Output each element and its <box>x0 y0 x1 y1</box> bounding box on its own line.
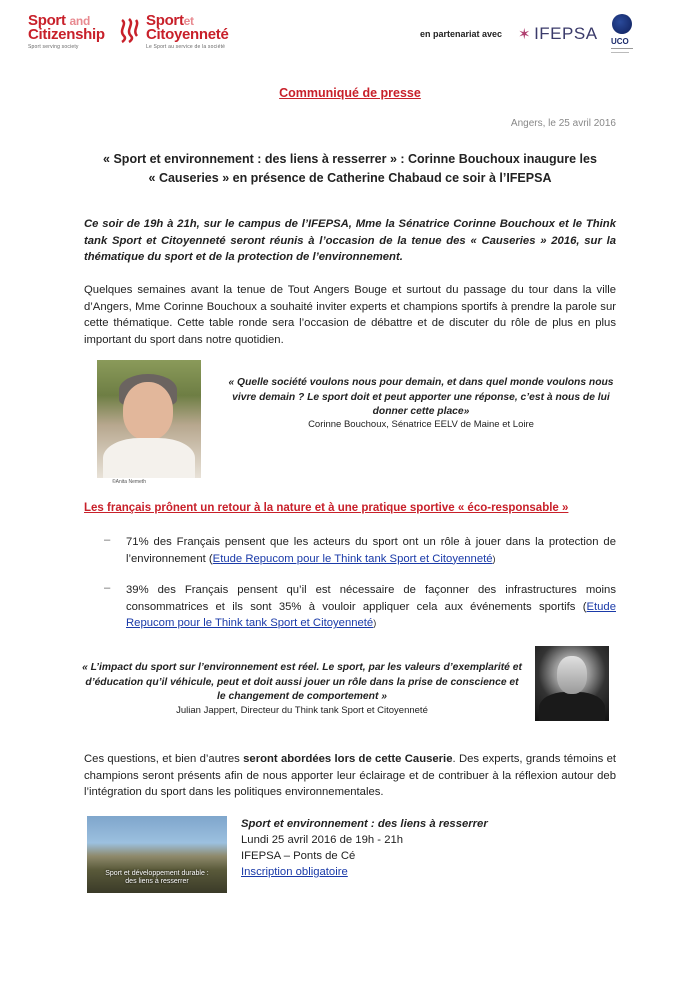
sport-and-citizenship-logo: Sport and Citizenship Sport serving society <box>28 12 105 50</box>
headline-line-2: « Causeries » en présence de Catherine Chabaud ce soir à l’IFEPSA <box>148 171 552 185</box>
event-title: Sport et environnement : des liens à resserrer <box>241 818 488 830</box>
corinne-bouchoux-photo <box>97 360 201 478</box>
headline-line-1: « Sport et environnement : des liens à resserrer » : Corinne Bouchoux inaugure les <box>103 152 597 166</box>
intro-paragraph: Ce soir de 19h à 21h, sur le campus de l’IFEPSA, Mme la Sénatrice Corinne Bouchoux et le Think tank Sport et Citoyenneté seront réunis à l’occasion de la tenue des « Causeries » 2016, sur la thématique du sport et de la protection de l’environnement. <box>84 218 616 263</box>
section-title: Les français prônent un retour à la nature et à une pratique sportive « éco-responsable » <box>84 502 569 514</box>
quote-jappert: « L’impact du sport sur l’environnement est réel. Le sport, par les valeurs d’exemplarité et d’éducation qu’il véhicule, peut et doit aussi jouer un rôle dans la prise de conscience et le changement de comportement » <box>82 662 522 702</box>
event-details <box>241 816 488 880</box>
photo-credit: ©Anita Nemeth <box>112 479 146 485</box>
document-title: Communiqué de presse <box>279 86 421 100</box>
quote-bouchoux-author: Corinne Bouchoux, Sénatrice EELV de Maine et Loire <box>308 419 534 430</box>
quote-jappert-author: Julian Jappert, Directeur du Think tank Sport et Citoyenneté <box>176 705 428 716</box>
partner-text: en partenariat avec <box>420 29 503 39</box>
bullet-dash: – <box>104 534 111 546</box>
dateline: Angers, le 25 avril 2016 <box>510 118 616 129</box>
bullet-item-1: 71% des Français pensent que les acteurs du sport ont un rôle à jouer dans la protection de l’environnement (Etude Repucom pour le Think tank Sport et Citoyenneté) <box>126 536 616 565</box>
causerie-paragraph: Ces questions, et bien d’autres seront abordées lors de cette Causerie. Des experts, grands témoins et champions seront présents afin de nous apporter leur éclairage et de contribuer à la réflexion autour deb l’intégration du sport dans les politiques environnementales. <box>84 753 616 798</box>
bullet-item-2: 39% des Français pensent qu’il est nécessaire de façonner des infrastructures moins consommatrices et ils sont 35% à vouloir appliquer cela aux événements sportifs (Etude Repucom pour le Think tank Sport et Citoyenneté) <box>126 584 616 629</box>
uco-logo-text: UCO <box>611 37 629 46</box>
event-banner-image: Sport et développement durable : des liens à resserrer <box>87 816 227 893</box>
quote-bouchoux: « Quelle société voulons nous pour demain, et dans quel monde voulons nous vivre demain ? Le sport doit et peut apporter une réponse, c’est à nous de lui donner cette place» <box>228 377 614 417</box>
headline <box>80 150 620 188</box>
uco-logo-icon <box>612 14 632 34</box>
event-place: IFEPSA – Ponts de Cé <box>241 850 356 862</box>
event-date: Lundi 25 avril 2016 de 19h - 21h <box>241 834 404 846</box>
registration-link[interactable]: Inscription obligatoire <box>241 866 348 878</box>
julian-jappert-photo <box>535 646 609 721</box>
ifepsa-logo: ✶ IFEPSA <box>518 24 598 43</box>
sport-et-citoyennete-logo: Sportet Citoyenneté Le Sport au service de la société <box>146 12 229 50</box>
context-paragraph: Quelques semaines avant la tenue de Tout Angers Bouge et surtout du passage du tour dans la ville d’Angers, Mme Corinne Bouchoux a souhaité inviter experts et champions sportifs à prendre la parole sur cette thématique. Cette table ronde sera l’occasion de débattre et de discuter du rôle de plus en plus important du sport dans notre quotidien. <box>84 284 616 346</box>
study-link-2[interactable]: Etude Repucom pour le Think tank Sport et Citoyenneté <box>126 600 616 629</box>
study-link-1[interactable]: Etude Repucom pour le Think tank Sport et Citoyenneté <box>212 552 493 565</box>
uco-logo-divider <box>611 48 633 49</box>
bullet-dash: – <box>104 582 111 594</box>
uco-logo-divider-2 <box>611 52 629 53</box>
ifepsa-star-icon: ✶ <box>518 26 532 43</box>
think-tank-logo-mark-icon <box>118 16 140 44</box>
